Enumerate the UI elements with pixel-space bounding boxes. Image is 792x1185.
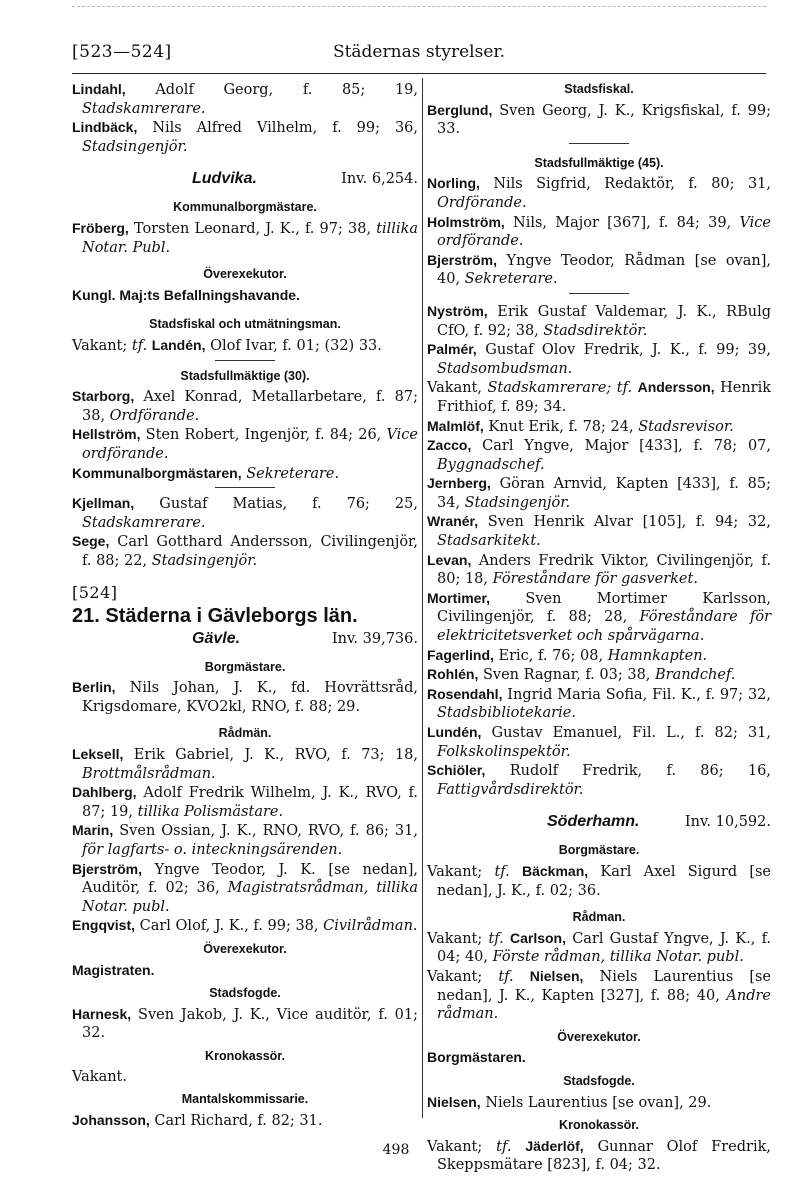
right-column: [427, 80, 771, 1175]
entry: Nyström, Erik Gustaf Valdemar, J. K., RBulg CfO, f. 92; 38, Stadsdirektör.: [427, 302, 771, 339]
section-heading: Överexekutor.: [557, 1029, 641, 1044]
separator: [215, 487, 275, 488]
entry: Nielsen, Niels Laurentius [se ovan], 29.: [427, 1093, 712, 1111]
entry: Kungl. Maj:ts Befallningshavande.: [72, 286, 300, 303]
entry: Rosendahl, Ingrid Maria Sofia, Fil. K., f. 97; 32, Stadsbibliotekarie.: [427, 685, 772, 722]
header-page-range: [523—524]: [72, 42, 172, 62]
entry: Bjerström, Yngve Teodor, Rådman [se ovan], 40, Sekreterare.: [427, 251, 771, 288]
section-heading: Mantalskommissarie.: [181, 1092, 309, 1107]
town-heading-soderhamn: Söderhamn. Inv. 10,592.: [547, 813, 771, 831]
entry: Starborg, Axel Konrad, Metallarbetare, f. 87; 38, Ordförande.: [72, 388, 418, 424]
page-reference: [524]: [72, 583, 118, 603]
section-heading: Kronokassör.: [559, 1118, 639, 1133]
header-title: Städernas styrelser.: [332, 42, 506, 62]
entry: Fagerlind, Eric, f. 76; 08, Hamnkapten.: [427, 646, 708, 664]
entry: Lindbäck, Nils Alfred Vilhelm, f. 99; 36, Stadsingenjör.: [72, 119, 418, 155]
entry: Marin, Sven Ossian, J. K., RNO, RVO, f. 86; 31, för lagfarts- o. inteckningsärenden.: [72, 822, 418, 858]
section-heading: Stadsfogde.: [563, 1073, 635, 1088]
entry: Lindahl, Adolf Georg, f. 85; 19, Stadskamrerare.: [72, 81, 418, 117]
entry: Berglund, Sven Georg, J. K., Krigsfiskal, f. 99; 33.: [427, 101, 771, 138]
entry: Vakant; tf. Carlson, Carl Gustaf Yngve, J. K., f. 04; 40, Förste rådman, tillika Notar. publ.: [427, 929, 772, 966]
entry: Malmlöf, Knut Erik, f. 78; 24, Stadsrevisor.: [427, 417, 734, 435]
section-heading: Överexekutor.: [203, 941, 287, 956]
entry: Vakant; tf. Bäckman, Karl Axel Sigurd [se nedan], J. K., f. 02; 36.: [427, 862, 772, 899]
section-heading: Borgmästare.: [204, 659, 286, 674]
town-heading-ludvika: Ludvika. Inv. 6,254.: [192, 170, 418, 188]
entry: Vakant, Stadskamrerare; tf. Andersson, Henrik Frithiof, f. 89; 34.: [427, 379, 772, 415]
section-heading: Stadsfullmäktige (30).: [180, 368, 310, 383]
entry: Vakant.: [72, 1068, 127, 1085]
entry: Kjellman, Gustaf Matias, f. 76; 25, Stadskamrerare.: [72, 495, 418, 531]
entry: Jernberg, Göran Arnvid, Kapten [433], f. 85; 34, Stadsingenjör.: [427, 475, 771, 511]
section-heading: Stadsfullmäktige (45).: [534, 155, 664, 170]
entry: Engqvist, Carl Olof, J. K., f. 99; 38, Civilrådman.: [72, 917, 418, 935]
section-heading: Överexekutor.: [203, 267, 287, 282]
entry: Bjerström, Yngve Teodor, J. K. [se nedan], Auditör, f. 02; 36, Magistratsrådman, tillika Notar. publ.: [72, 860, 419, 915]
header-rule: [72, 73, 766, 74]
entry: Wranér, Sven Henrik Alvar [105], f. 94; 32, Stadsarkitekt.: [427, 513, 771, 550]
left-column: [72, 80, 418, 1130]
separator: [215, 360, 275, 361]
section-heading: Kronokassör.: [205, 1048, 285, 1063]
entry: Johansson, Carl Richard, f. 82; 31.: [72, 1111, 323, 1129]
entry: Hellström, Sten Robert, Ingenjör, f. 84; 26, Vice ordförande.: [72, 426, 419, 462]
entry: Leksell, Erik Gabriel, J. K., RVO, f. 73; 18, Brottmålsrådman.: [72, 746, 419, 782]
scan-edge: [72, 6, 766, 7]
entry: Dahlberg, Adolf Fredrik Wilhelm, J. K., RVO, f. 87; 19, tillika Polismästare.: [72, 784, 419, 820]
separator: [569, 293, 629, 294]
entry: Kommunalborgmästaren, Sekreterare.: [72, 464, 340, 482]
section-heading: Stadsfiskal.: [564, 82, 634, 96]
entry: Vakant; tf. Nielsen, Niels Laurentius [se nedan], J. K., Kapten [327], f. 88; 40, Andre rådman.: [427, 967, 772, 1023]
section-heading: Borgmästare.: [558, 843, 640, 858]
entry: Palmér, Gustaf Olov Fredrik, J. K., f. 99; 39, Stadsombudsman.: [427, 341, 771, 377]
town-heading-gavle: Gävle. Inv. 39,736.: [192, 629, 418, 647]
section-heading: Stadsfogde.: [209, 986, 281, 1001]
entry: Rohlén, Sven Ragnar, f. 03; 38, Brandchef.: [427, 666, 736, 684]
section-heading: Kommunalborgmästare.: [173, 200, 317, 215]
separator: [569, 143, 629, 144]
entry: Harnesk, Sven Jakob, J. K., Vice auditör, f. 01; 32.: [72, 1005, 419, 1042]
entry: Berlin, Nils Johan, J. K., fd. Hovrättsråd, Krigsdomare, KVO2kl, RNO, f. 88; 29.: [72, 679, 419, 715]
section-heading: Rådmän.: [218, 726, 272, 741]
entry: Magistraten.: [72, 961, 155, 978]
entry: Lundén, Gustav Emanuel, Fil. L., f. 82; 31, Folkskolinspektör.: [427, 724, 772, 760]
entry: Mortimer, Sven Mortimer Karlsson, Civilingenjör, f. 88; 28, Föreståndare för elektricitetsverket och spårvägarna.: [427, 589, 772, 645]
entry: Zacco, Carl Yngve, Major [433], f. 78; 07, Byggnadschef.: [427, 437, 772, 473]
entry: Fröberg, Torsten Leonard, J. K., f. 97; 38, tillika Notar. Publ.: [72, 219, 419, 256]
page-number: 498: [382, 1142, 410, 1158]
section-heading: Rådman.: [572, 910, 626, 925]
running-header: [72, 42, 766, 68]
entry: Levan, Anders Fredrik Viktor, Civilingenjör, f. 80; 18, Föreståndare för gasverket.: [427, 551, 771, 588]
entry: Schiöler, Rudolf Fredrik, f. 86; 16, Fattigvårdsdirektör.: [427, 762, 771, 798]
entry: Norling, Nils Sigfrid, Redaktör, f. 80; 31, Ordförande.: [427, 175, 772, 211]
entry: Sege, Carl Gotthard Andersson, Civilingenjör, f. 88; 22, Stadsingenjör.: [72, 533, 419, 569]
section-heading: Stadsfiskal och utmätningsman.: [149, 317, 341, 332]
entry: Holmström, Nils, Major [367], f. 84; 39, Vice ordförande.: [427, 213, 771, 250]
column-divider: [422, 78, 423, 1118]
entry: Vakant; tf. Jäderlöf, Gunnar Olof Fredrik, Skeppsmätare [823], f. 04; 32.: [427, 1137, 771, 1174]
chapter-heading: 21. Städerna i Gävleborgs län.: [72, 605, 358, 628]
entry: Vakant; tf. Landén, Olof Ivar, f. 01; (32) 33.: [72, 336, 382, 354]
entry: Borgmästaren.: [427, 1049, 526, 1066]
